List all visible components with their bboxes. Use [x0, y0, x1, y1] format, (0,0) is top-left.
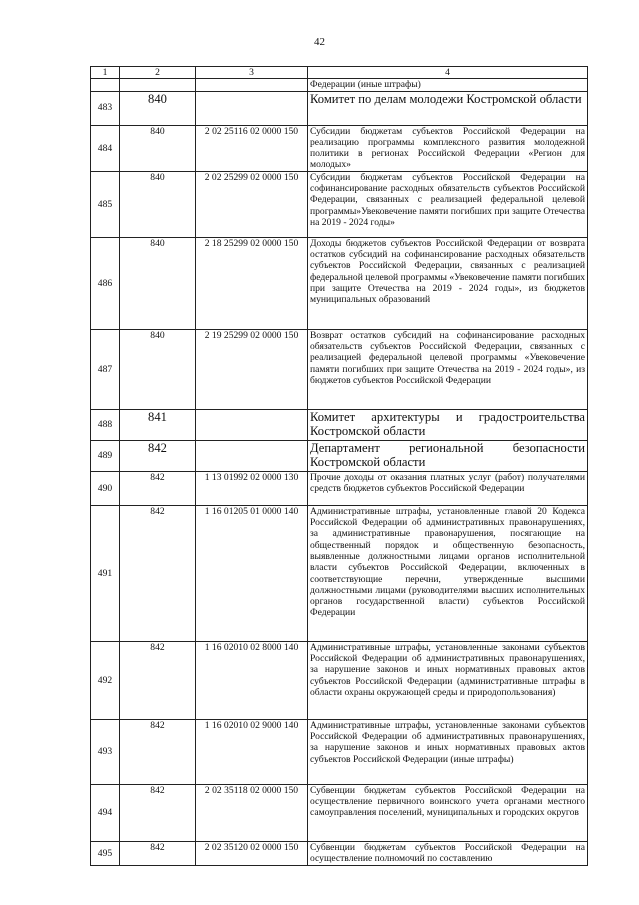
- admin-code: 840: [120, 91, 196, 125]
- admin-code: 842: [120, 440, 196, 471]
- row-number: 486: [91, 237, 120, 329]
- revenue-description: Административные штрафы, установленные законами субъектов Российской Федерации об административных правонарушениях, за нарушение законов и иных нормативных правовых актов субъектов Российской Федерации (иные штрафы): [308, 719, 588, 784]
- revenue-description: Департамент региональной безопасности Костромской области: [308, 440, 588, 471]
- row-number: 491: [91, 505, 120, 641]
- revenue-table: [90, 66, 588, 866]
- budget-code: 1 16 02010 02 9000 140: [196, 719, 308, 784]
- row-number: 490: [91, 471, 120, 505]
- admin-code: 840: [120, 329, 196, 409]
- row-number: 495: [91, 841, 120, 865]
- row-number: 485: [91, 171, 120, 237]
- row-number: 487: [91, 329, 120, 409]
- budget-code: 2 02 25116 02 0000 150: [196, 125, 308, 171]
- revenue-description: Федерации (иные штрафы): [308, 79, 588, 91]
- revenue-description: Административные штрафы, установленные законами субъектов Российской Федерации об административных правонарушениях, за нарушение законов и иных нормативных правовых актов субъектов Российской Федерации (административные штрафы в области охраны окружающей среды и природопользования): [308, 641, 588, 719]
- revenue-description: Комитет архитектуры и градостроительства Костромской области: [308, 409, 588, 440]
- table-row: [91, 471, 588, 505]
- row-number: 492: [91, 641, 120, 719]
- budget-code: 2 02 35118 02 0000 150: [196, 784, 308, 841]
- column-header-2: 2: [120, 67, 196, 79]
- admin-code: 842: [120, 841, 196, 865]
- revenue-description: Прочие доходы от оказания платных услуг (работ) получателями средств бюджетов субъектов Российской Федерации: [308, 471, 588, 505]
- row-number: 483: [91, 91, 120, 125]
- column-header-1: 1: [91, 67, 120, 79]
- budget-code: [196, 79, 308, 91]
- admin-code: 840: [120, 125, 196, 171]
- table-row: [91, 505, 588, 641]
- table-row: [91, 784, 588, 841]
- table-row: [91, 125, 588, 171]
- revenue-description: Доходы бюджетов субъектов Российской Федерации от возврата остатков субсидий на софинансирование расходных обязательств субъектов Российской Федерации, связанных с реализацией федеральной целевой программы «Увековечение памяти погибших при защите Отечества на 2019 - 2024 годы», из бюджетов муниципальных образований: [308, 237, 588, 329]
- table-row: [91, 171, 588, 237]
- table-header-row: [91, 67, 588, 79]
- revenue-description: Субвенции бюджетам субъектов Российской Федерации на осуществление первичного воинского учета органами местного самоуправления поселений, муниципальных и городских округов: [308, 784, 588, 841]
- admin-code: 840: [120, 237, 196, 329]
- column-header-3: 3: [196, 67, 308, 79]
- admin-code: 842: [120, 505, 196, 641]
- admin-code: 842: [120, 784, 196, 841]
- budget-code: 1 16 02010 02 8000 140: [196, 641, 308, 719]
- column-header-4: 4: [308, 67, 588, 79]
- row-number: 494: [91, 784, 120, 841]
- revenue-description: Возврат остатков субсидий на софинансирование расходных обязательств субъектов Российской Федерации, связанных с реализацией федеральной целевой программы «Увековечение памяти погибших при защите Отечества на 2019 - 2024 годы», из бюджетов субъектов Российской Федерации: [308, 329, 588, 409]
- row-number: 488: [91, 409, 120, 440]
- row-number: 489: [91, 440, 120, 471]
- admin-code: 842: [120, 471, 196, 505]
- row-number: [91, 79, 120, 91]
- budget-code: 1 13 01992 02 0000 130: [196, 471, 308, 505]
- revenue-description: Субсидии бюджетам субъектов Российской Федерации на реализацию программы комплексного развития молодежной политики в регионах Российской Федерации «Регион для молодых»: [308, 125, 588, 171]
- revenue-description: Комитет по делам молодежи Костромской области: [308, 91, 588, 125]
- budget-code: 2 18 25299 02 0000 150: [196, 237, 308, 329]
- row-number: 484: [91, 125, 120, 171]
- budget-code: 2 02 35120 02 0000 150: [196, 841, 308, 865]
- budget-code: 2 19 25299 02 0000 150: [196, 329, 308, 409]
- table-row: [91, 329, 588, 409]
- budget-code: [196, 409, 308, 440]
- table-row: [91, 237, 588, 329]
- admin-code: 842: [120, 719, 196, 784]
- admin-code: [120, 79, 196, 91]
- table-row: [91, 409, 588, 440]
- budget-code: [196, 91, 308, 125]
- revenue-description: Субсидии бюджетам субъектов Российской Федерации на софинансирование расходных обязательств субъектов Российской Федерации, связанных с реализацией федеральной целевой программы»Увековечение памяти погибших при защите Отечества на 2019 - 2024 годы»: [308, 171, 588, 237]
- table-row: [91, 440, 588, 471]
- revenue-description: Субвенции бюджетам субъектов Российской Федерации на осуществление полномочий по составлению: [308, 841, 588, 865]
- table-row: [91, 79, 588, 91]
- table-row: [91, 841, 588, 865]
- table-row: [91, 91, 588, 125]
- row-number: 493: [91, 719, 120, 784]
- table-row: [91, 641, 588, 719]
- admin-code: 840: [120, 171, 196, 237]
- revenue-description: Административные штрафы, установленные главой 20 Кодекса Российской Федерации об административных правонарушениях, за административные правонарушения, посягающие на общественный порядок и общественную безопасность, выявленные должностными лицами органов исполнительной власти субъектов Российской Федерации, включенных в соответствующие перечни, утвержденные высшими должностными лицами (руководителями высших исполнительных органов государственной власти) субъектов Российской Федерации: [308, 505, 588, 641]
- table-row: [91, 719, 588, 784]
- admin-code: 841: [120, 409, 196, 440]
- page-number: 42: [314, 36, 325, 48]
- budget-code: 2 02 25299 02 0000 150: [196, 171, 308, 237]
- admin-code: 842: [120, 641, 196, 719]
- budget-code: 1 16 01205 01 0000 140: [196, 505, 308, 641]
- budget-code: [196, 440, 308, 471]
